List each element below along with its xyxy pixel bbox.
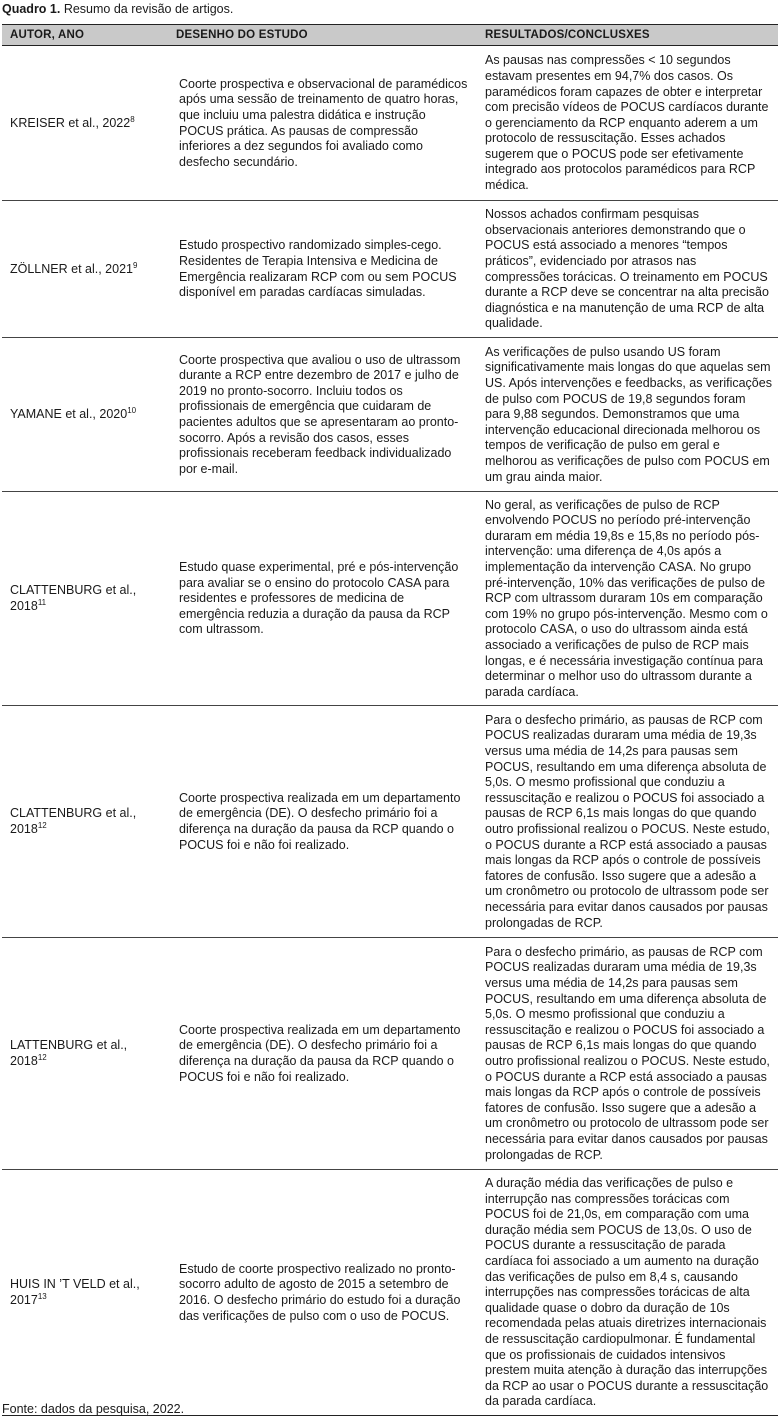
results-cell: No geral, as verificações de pulso de RCP envolvendo POCUS no período pré-intervenção duraram em média 19,8s e 15,8s no período pós-intervenção: uma diferença de 4,0s após a implementação da intervenção CASA. No grupo pré-intervenção, 10% das verificações de pulso de RCP com ultrassom duraram 10s em comparação com 19% no grupo pós-intervenção. Mesmo com o protocolo CASA, o uso do ultrassom ainda está associado a verificações de pulso de RCP mais longas, e é necessária investigação contínua para determinar o melhor uso do ultrassom durante a parada cardíaca. — [479, 492, 778, 706]
results-cell: A duração média das verificações de pulso e interrupção nas compressões torácicas com POCUS foi de 21,0s, em comparação com uma duração média sem POCUS de 13,0s. O uso de POCUS durante a ressuscitação de parada cardíaca foi associado a um aumento na duração das verificações de pulso em 8,4 s, causando interrupções nas compressões torácicas de alta qualidade quase o dobro da duração de 10s recomendada pelas atuais diretrizes internacionais de ressuscitação cardiopulmonar. É fundamental que os profissionais de cuidados intensivos prestem muita atenção à duração das interrupções da RCP ao usar o POCUS durante a ressuscitação da parada cardíaca. — [479, 1170, 778, 1416]
table-source-note: Fonte: dados da pesquisa, 2022. — [2, 1402, 185, 1416]
table-caption — [2, 0, 233, 20]
design-cell: Coorte prospectiva realizada em um departamento de emergência (DE). O desfecho primário foi a diferença na duração da pausa da RCP quando o POCUS foi e não foi realizado. — [170, 938, 479, 1170]
reference-number: 11 — [37, 597, 47, 607]
reference-number: 13 — [37, 1291, 47, 1301]
table-header — [2, 25, 778, 46]
results-cell: Para o desfecho primário, as pausas de RCP com POCUS realizadas duraram uma média de 19,3s versus uma média de 14,2s para pausas sem POCUS, resultando em uma diferença absoluta de 5,0s. O mesmo profissional que conduziu a ressuscitação e realizou o POCUS foi associado a pausas de RCP 6,1s mais longas do que quando outro profissional realizou o POCUS. Neste estudo, o POCUS durante a RCP está associado a pausas mais longas da RCP após o controle de possíveis fatores de confusão. Isso sugere que a adesão a um cronômetro ou protocolo de ultrassom pode ser necessária para evitar danos causados por pausas prolongadas de RCP. — [479, 938, 778, 1170]
reference-number: 12 — [37, 820, 47, 830]
header-author: AUTOR, ANO — [2, 25, 170, 46]
author-cell — [2, 706, 170, 938]
caption-text: Resumo da revisão de artigos. — [60, 2, 234, 16]
author-cell — [2, 338, 170, 492]
results-cell: As verificações de pulso usando US foram significativamente mais longas do que aquelas sem US. Após intervenções e feedbacks, as verificações de pulso com POCUS de 19,8 segundos foram para 9,88 segundos. Demonstramos que uma intervenção educacional direcionada melhorou os tempos de verificação de pulso em geral e melhorou as verificações de pulso com POCUS em um grau ainda maior. — [479, 338, 778, 492]
table-row — [2, 338, 778, 492]
design-cell: Coorte prospectiva que avaliou o uso de ultrassom durante a RCP entre dezembro de 2017 e julho de 2019 no pronto-socorro. Incluiu todos os profissionais de emergência que cuidaram de pacientes adultos que se apresentaram ao pronto-socorro. Após a revisão dos casos, esses profissionais receberam feedback individualizado por e-mail. — [170, 338, 479, 492]
author-cell — [2, 938, 170, 1170]
design-cell: Coorte prospectiva realizada em um departamento de emergência (DE). O desfecho primário foi a diferença na duração da pausa da RCP quando o POCUS foi e não foi realizado. — [170, 706, 479, 938]
results-cell: Para o desfecho primário, as pausas de RCP com POCUS realizadas duraram uma média de 19,3s versus uma média de 14,2s para pausas sem POCUS, resultando em uma diferença absoluta de 5,0s. O mesmo profissional que conduziu a ressuscitação e realizou o POCUS foi associado a pausas de RCP 6,1s mais longas do que quando outro profissional realizou o POCUS. Neste estudo, o POCUS durante a RCP está associado a pausas mais longas da RCP após o controle de possíveis fatores de confusão. Isso sugere que a adesão a um cronômetro ou protocolo de ultrassom pode ser necessária para evitar danos causados por pausas prolongadas de RCP. — [479, 706, 778, 938]
author-cell — [2, 492, 170, 706]
reference-number: 8 — [130, 114, 135, 124]
reference-number: 12 — [37, 1052, 47, 1062]
review-table — [2, 24, 778, 1416]
reference-number: 9 — [132, 260, 138, 270]
table-row — [2, 1170, 778, 1416]
author-name: LATTENBURG et al., 2018 — [10, 1038, 128, 1068]
reference-number: 10 — [127, 406, 137, 416]
caption-label: Quadro 1. — [2, 2, 61, 16]
author-name: KREISER et al., 2022 — [10, 115, 131, 130]
author-name: CLATTENBURG et al., 2018 — [10, 583, 137, 613]
table-row — [2, 938, 778, 1170]
author-cell — [2, 46, 170, 201]
table-row — [2, 201, 778, 338]
author-cell — [2, 201, 170, 338]
author-name: YAMANE et al., 2020 — [10, 407, 128, 422]
author-name: ZÖLLNER et al., 2021 — [10, 261, 133, 276]
table-row — [2, 492, 778, 706]
design-cell: Coorte prospectiva e observacional de paramédicos após uma sessão de treinamento de quatro horas, que incluiu uma palestra didática e instrução POCUS prática. As pausas de compressão inferiores a dez segundos foi avaliado como desfecho secundário. — [170, 46, 479, 201]
results-cell: Nossos achados confirmam pesquisas observacionais anteriores demonstrando que o POCUS está associado a menores “tempos práticos”, evidenciado por atrasos nas compressões torácicas. O treinamento em POCUS durante a RCP deve se concentrar na alta precisão diagnóstica e na manutenção de uma RCP de alta qualidade. — [479, 201, 778, 338]
design-cell: Estudo de coorte prospectivo realizado no pronto-socorro adulto de agosto de 2015 a setembro de 2016. O desfecho primário do estudo foi a duração das verificações de pulso com o uso de POCUS. — [170, 1170, 479, 1416]
author-name: HUIS IN ’T VELD et al., 2017 — [10, 1277, 140, 1307]
results-cell: As pausas nas compressões < 10 segundos estavam presentes em 94,7% dos casos. Os paramédicos foram capazes de obter e interpretar com precisão vídeos de POCUS cardíacos durante o gerenciamento da RCP enquanto aderem a um protocolo de ressuscitação. Esses achados sugerem que o POCUS pode ser efetivamente integrado aos protocolos paramédicos para RCP médica. — [479, 46, 778, 201]
table-row — [2, 46, 778, 201]
author-name: CLATTENBURG et al., 2018 — [10, 806, 137, 836]
table-row — [2, 706, 778, 938]
design-cell: Estudo prospectivo randomizado simples-cego. Residentes de Terapia Intensiva e Medicina de Emergência realizaram RCP com ou sem POCUS disponível em paradas cardíacas simuladas. — [170, 201, 479, 338]
header-results: RESULTADOS/CONCLUSXES — [479, 25, 778, 46]
header-row — [2, 25, 778, 46]
table-body — [2, 46, 778, 1416]
header-design: DESENHO DO ESTUDO — [170, 25, 479, 46]
author-cell — [2, 1170, 170, 1416]
design-cell: Estudo quase experimental, pré e pós-intervenção para avaliar se o ensino do protocolo CASA para residentes e professores de medicina de emergência reduzia a duração da pausa da RCP com ultrassom. — [170, 492, 479, 706]
